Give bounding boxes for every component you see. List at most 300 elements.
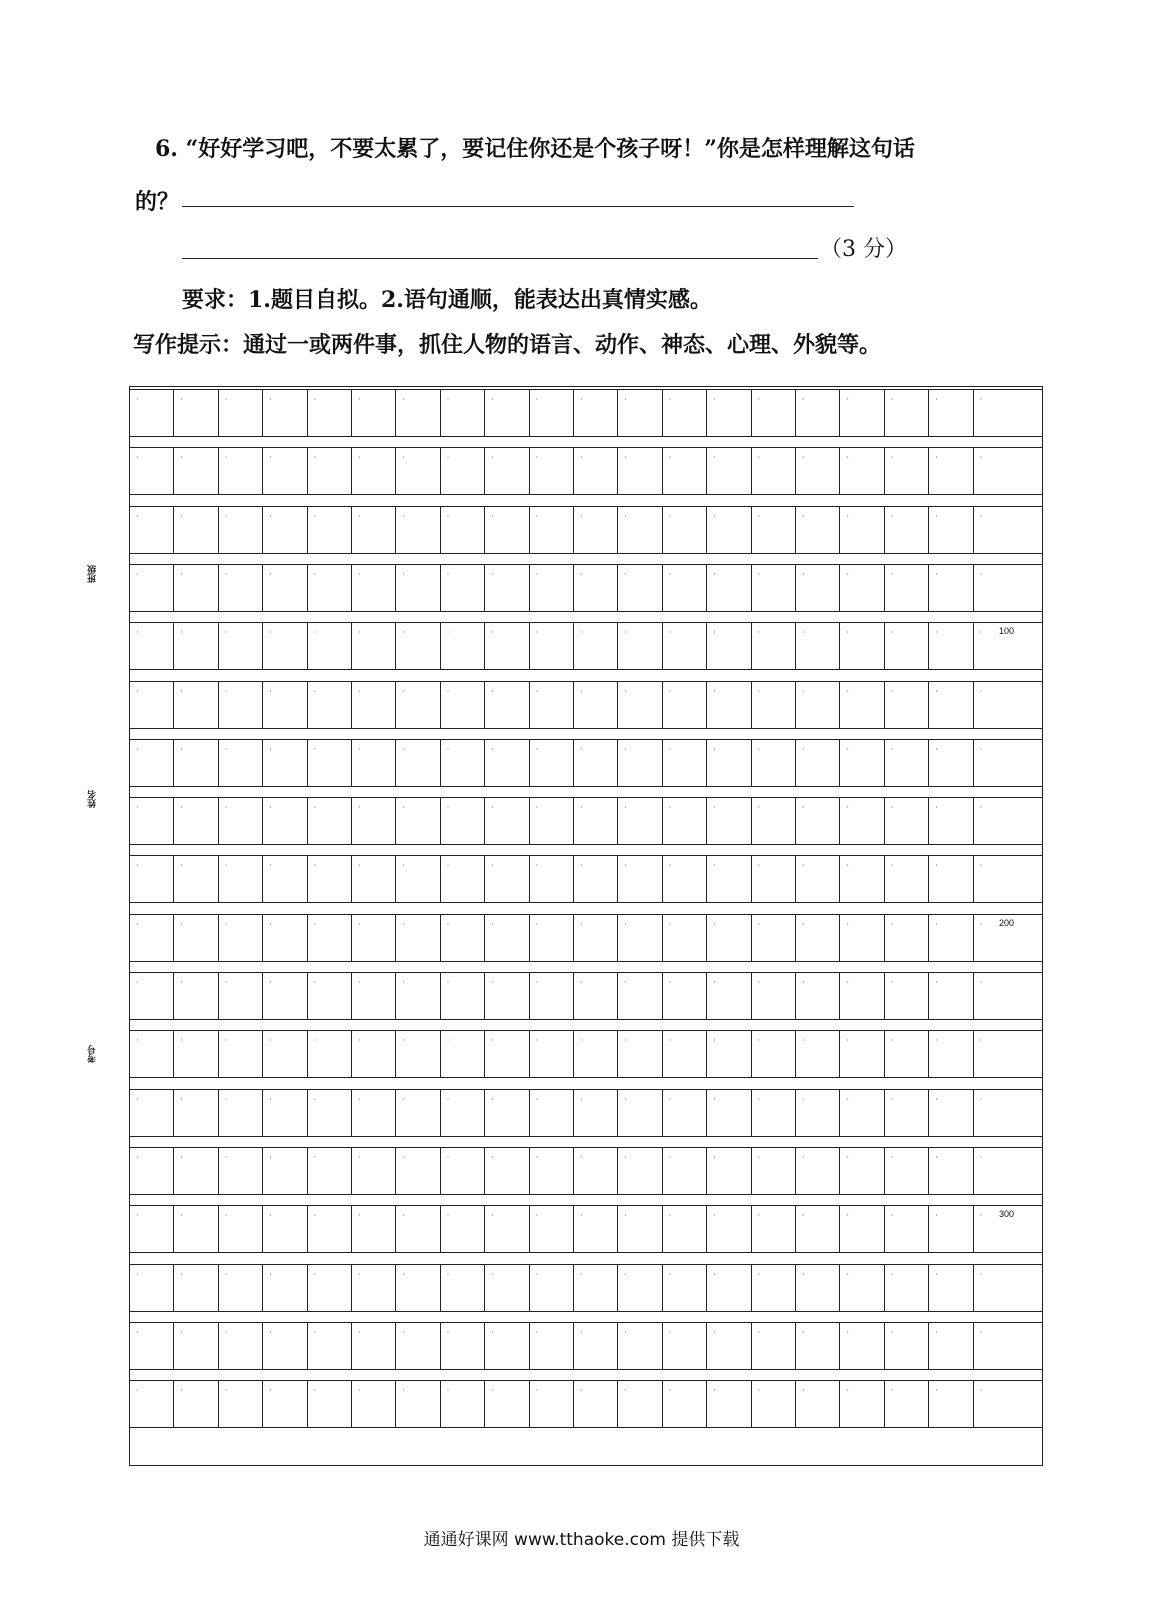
grid-cell[interactable] [441,915,485,961]
grid-cell[interactable] [485,623,529,669]
grid-cell[interactable] [840,973,884,1019]
grid-cell[interactable] [574,623,618,669]
grid-cell[interactable] [840,1381,884,1427]
grid-cell[interactable] [130,973,174,1019]
grid-cell[interactable] [441,973,485,1019]
grid-cell[interactable] [396,973,440,1019]
grid-cell[interactable] [796,973,840,1019]
grid-cell[interactable] [574,1090,618,1136]
grid-cell[interactable] [174,973,218,1019]
grid-cell[interactable] [174,856,218,902]
grid-cell[interactable] [352,623,396,669]
grid-cell[interactable] [707,507,751,553]
grid-cell[interactable] [352,856,396,902]
grid-cell[interactable] [885,1148,929,1194]
grid-cell[interactable] [130,1265,174,1311]
grid-cell[interactable] [174,507,218,553]
grid-cell[interactable] [308,448,352,494]
grid-cell[interactable] [929,856,973,902]
grid-cell[interactable] [308,740,352,786]
grid-cell[interactable] [574,973,618,1019]
grid-cell[interactable] [130,1323,174,1369]
grid-cell[interactable] [396,1031,440,1077]
grid-cell[interactable] [174,682,218,728]
grid-cell[interactable] [796,915,840,961]
grid-cell[interactable] [885,1323,929,1369]
grid-cell[interactable] [396,682,440,728]
grid-cell[interactable] [308,1148,352,1194]
grid-cell[interactable] [574,1031,618,1077]
grid-cell[interactable] [929,507,973,553]
grid-cell[interactable] [840,856,884,902]
grid-cell[interactable] [663,915,707,961]
grid-cell[interactable] [352,390,396,436]
grid-cell[interactable] [752,682,796,728]
grid-cell[interactable] [396,565,440,611]
grid-cell[interactable] [530,740,574,786]
grid-cell[interactable] [796,682,840,728]
grid-cell[interactable] [396,507,440,553]
grid-cell[interactable] [263,565,307,611]
grid-cell[interactable] [752,1090,796,1136]
grid-cell[interactable] [929,915,973,961]
grid-cell[interactable] [974,1090,1018,1136]
grid-cell[interactable] [574,448,618,494]
grid-cell[interactable] [352,1381,396,1427]
grid-cell[interactable] [796,565,840,611]
grid-cell[interactable] [174,1323,218,1369]
grid-cell[interactable] [308,1206,352,1252]
grid-cell[interactable] [174,1206,218,1252]
grid-cell[interactable] [130,915,174,961]
grid-cell[interactable] [308,915,352,961]
grid-cell[interactable] [618,1031,662,1077]
grid-cell[interactable] [530,1148,574,1194]
grid-cell[interactable] [130,1206,174,1252]
grid-cell[interactable] [618,798,662,844]
grid-cell[interactable] [219,565,263,611]
grid-cell[interactable] [530,798,574,844]
grid-cell[interactable] [396,1265,440,1311]
grid-cell[interactable] [974,1031,1018,1077]
grid-cell[interactable] [663,1090,707,1136]
grid-cell[interactable] [219,1206,263,1252]
grid-cell[interactable] [352,448,396,494]
grid-cell[interactable] [219,973,263,1019]
grid-cell[interactable] [130,740,174,786]
grid-cell[interactable] [618,623,662,669]
grid-cell[interactable] [308,973,352,1019]
grid-cell[interactable] [840,448,884,494]
grid-cell[interactable] [707,390,751,436]
grid-cell[interactable] [663,623,707,669]
grid-cell[interactable] [130,798,174,844]
grid-cell[interactable] [752,565,796,611]
grid-cell[interactable] [929,1031,973,1077]
grid-cell[interactable] [308,623,352,669]
grid-cell[interactable] [219,448,263,494]
grid-cell[interactable] [752,740,796,786]
grid-cell[interactable] [485,390,529,436]
grid-cell[interactable] [174,1265,218,1311]
grid-cell[interactable] [574,1265,618,1311]
grid-cell[interactable] [929,682,973,728]
grid-cell[interactable] [530,1090,574,1136]
grid-cell[interactable] [219,623,263,669]
grid-cell[interactable] [263,448,307,494]
grid-cell[interactable] [441,798,485,844]
grid-cell[interactable] [352,1031,396,1077]
grid-cell[interactable] [752,798,796,844]
grid-cell[interactable] [618,1206,662,1252]
grid-cell[interactable] [263,973,307,1019]
grid-cell[interactable] [530,1323,574,1369]
grid-cell[interactable] [752,1323,796,1369]
grid-cell[interactable] [174,798,218,844]
grid-cell[interactable] [663,740,707,786]
grid-cell[interactable] [618,1381,662,1427]
grid-cell[interactable] [574,1323,618,1369]
grid-cell[interactable] [352,1206,396,1252]
grid-cell[interactable] [530,1381,574,1427]
grid-cell[interactable] [929,390,973,436]
grid-cell[interactable] [485,973,529,1019]
grid-cell[interactable] [441,1323,485,1369]
grid-cell[interactable] [840,390,884,436]
grid-cell[interactable] [618,740,662,786]
grid-cell[interactable] [263,682,307,728]
grid-cell[interactable] [485,1323,529,1369]
grid-cell[interactable] [885,682,929,728]
grid-cell[interactable] [885,623,929,669]
grid-cell[interactable] [752,390,796,436]
grid-cell[interactable] [974,973,1018,1019]
grid-cell[interactable] [885,1381,929,1427]
grid-cell[interactable] [263,1381,307,1427]
grid-cell[interactable] [574,682,618,728]
grid-cell[interactable] [618,507,662,553]
grid-cell[interactable] [663,1265,707,1311]
grid-cell[interactable] [130,565,174,611]
grid-cell[interactable] [707,798,751,844]
grid-cell[interactable] [618,1148,662,1194]
grid-cell[interactable] [263,915,307,961]
grid-cell[interactable] [530,623,574,669]
grid-cell[interactable] [130,1148,174,1194]
grid-cell[interactable] [752,1265,796,1311]
grid-cell[interactable] [840,565,884,611]
grid-cell[interactable] [308,565,352,611]
grid-cell[interactable] [707,565,751,611]
grid-cell[interactable] [796,448,840,494]
grid-cell[interactable] [396,856,440,902]
grid-cell[interactable] [618,973,662,1019]
grid-cell[interactable] [840,915,884,961]
grid-cell[interactable] [840,1090,884,1136]
grid-cell[interactable] [485,1381,529,1427]
grid-cell[interactable] [840,682,884,728]
grid-cell[interactable] [663,507,707,553]
grid-cell[interactable] [618,1090,662,1136]
grid-cell[interactable] [130,390,174,436]
grid-cell[interactable] [707,740,751,786]
grid-cell[interactable] [485,1090,529,1136]
grid-cell[interactable] [263,623,307,669]
grid-cell[interactable] [130,1381,174,1427]
grid-cell[interactable] [485,565,529,611]
grid-cell[interactable] [219,856,263,902]
grid-cell[interactable] [663,390,707,436]
grid-cell[interactable] [929,1090,973,1136]
grid-cell[interactable] [796,1031,840,1077]
grid-cell[interactable] [840,1265,884,1311]
grid-cell[interactable] [707,1090,751,1136]
grid-cell[interactable] [441,448,485,494]
grid-cell[interactable] [574,565,618,611]
grid-cell[interactable] [707,1323,751,1369]
grid-cell[interactable] [618,565,662,611]
grid-cell[interactable] [929,1381,973,1427]
grid-cell[interactable] [707,1148,751,1194]
grid-cell[interactable] [663,1031,707,1077]
grid-cell[interactable] [485,1206,529,1252]
grid-cell[interactable] [130,1090,174,1136]
grid-cell[interactable] [530,1031,574,1077]
grid-cell[interactable] [174,1090,218,1136]
grid-cell[interactable] [441,565,485,611]
grid-cell[interactable] [441,740,485,786]
grid-cell[interactable] [263,1031,307,1077]
grid-cell[interactable] [485,1148,529,1194]
grid-cell[interactable] [441,507,485,553]
grid-cell[interactable] [885,973,929,1019]
grid-cell[interactable] [308,390,352,436]
composition-grid[interactable] [129,386,1043,1466]
grid-cell[interactable] [574,1381,618,1427]
grid-cell[interactable] [396,1090,440,1136]
grid-cell[interactable] [885,390,929,436]
grid-cell[interactable] [174,1148,218,1194]
grid-cell[interactable] [840,623,884,669]
grid-cell[interactable] [663,565,707,611]
grid-cell[interactable] [796,390,840,436]
grid-cell[interactable] [396,448,440,494]
grid-cell[interactable] [618,448,662,494]
grid-cell[interactable] [707,856,751,902]
grid-cell[interactable] [663,1381,707,1427]
grid-cell[interactable] [752,915,796,961]
grid-cell[interactable] [663,856,707,902]
grid-cell[interactable] [174,390,218,436]
grid-cell[interactable] [352,973,396,1019]
grid-cell[interactable] [840,798,884,844]
grid-cell[interactable] [130,682,174,728]
grid-cell[interactable] [929,740,973,786]
grid-cell[interactable] [396,1148,440,1194]
grid-cell[interactable] [219,1148,263,1194]
grid-cell[interactable] [885,565,929,611]
grid-cell[interactable] [574,1206,618,1252]
grid-cell[interactable] [885,740,929,786]
grid-cell[interactable] [263,1206,307,1252]
grid-cell[interactable] [308,1265,352,1311]
grid-cell[interactable] [219,1265,263,1311]
grid-cell[interactable] [308,682,352,728]
grid-cell[interactable] [485,798,529,844]
grid-cell[interactable] [219,507,263,553]
grid-cell[interactable] [441,856,485,902]
grid-cell[interactable] [441,623,485,669]
grid-cell[interactable] [130,623,174,669]
grid-cell[interactable] [485,448,529,494]
grid-cell[interactable] [441,1148,485,1194]
grid-cell[interactable] [974,1265,1018,1311]
grid-cell[interactable] [752,448,796,494]
grid-cell[interactable] [707,973,751,1019]
grid-cell[interactable] [796,1148,840,1194]
grid-cell[interactable] [352,1090,396,1136]
grid-cell[interactable] [441,390,485,436]
grid-cell[interactable] [707,623,751,669]
grid-cell[interactable] [663,1206,707,1252]
grid-cell[interactable] [352,1148,396,1194]
grid-cell[interactable] [885,856,929,902]
grid-cell[interactable] [219,740,263,786]
grid-cell[interactable] [396,915,440,961]
grid-cell[interactable] [929,1206,973,1252]
grid-cell[interactable] [263,1090,307,1136]
grid-cell[interactable] [174,1381,218,1427]
grid-cell[interactable] [396,1381,440,1427]
grid-cell[interactable] [396,1206,440,1252]
grid-cell[interactable] [929,623,973,669]
grid-cell[interactable] [929,1323,973,1369]
grid-cell[interactable] [352,798,396,844]
grid-cell[interactable] [885,1206,929,1252]
grid-cell[interactable] [618,856,662,902]
grid-cell[interactable] [130,1031,174,1077]
grid-cell[interactable] [663,682,707,728]
grid-cell[interactable] [796,798,840,844]
grid-cell[interactable] [974,740,1018,786]
grid-cell[interactable] [974,682,1018,728]
grid-cell[interactable] [308,1381,352,1427]
grid-cell[interactable] [530,565,574,611]
grid-cell[interactable] [929,1265,973,1311]
grid-cell[interactable] [885,1090,929,1136]
grid-cell[interactable] [574,390,618,436]
grid-cell[interactable] [485,1031,529,1077]
grid-cell[interactable] [441,1206,485,1252]
grid-cell[interactable] [174,623,218,669]
grid-cell[interactable] [352,740,396,786]
grid-cell[interactable] [530,856,574,902]
grid-cell[interactable] [618,390,662,436]
grid-cell[interactable] [929,798,973,844]
grid-cell[interactable] [752,507,796,553]
grid-cell[interactable] [974,507,1018,553]
grid-cell[interactable] [574,915,618,961]
grid-cell[interactable] [530,390,574,436]
grid-cell[interactable] [174,1031,218,1077]
grid-cell[interactable] [130,448,174,494]
grid-cell[interactable] [663,1148,707,1194]
grid-cell[interactable] [485,915,529,961]
grid-cell[interactable] [130,856,174,902]
grid-cell[interactable] [707,1381,751,1427]
grid-cell[interactable] [308,798,352,844]
grid-cell[interactable] [263,507,307,553]
grid-cell[interactable] [840,1323,884,1369]
grid-cell[interactable] [441,1090,485,1136]
grid-cell[interactable] [574,507,618,553]
grid-cell[interactable] [574,1148,618,1194]
grid-cell[interactable] [130,507,174,553]
grid-cell[interactable] [263,1148,307,1194]
grid-cell[interactable] [663,1323,707,1369]
grid-cell[interactable] [618,915,662,961]
grid-cell[interactable] [929,565,973,611]
grid-cell[interactable] [929,1148,973,1194]
grid-cell[interactable] [752,1381,796,1427]
grid-cell[interactable] [618,1323,662,1369]
grid-cell[interactable] [707,682,751,728]
grid-cell[interactable] [441,1381,485,1427]
grid-cell[interactable] [219,682,263,728]
grid-cell[interactable] [974,1148,1018,1194]
grid-cell[interactable] [263,1323,307,1369]
grid-cell[interactable] [530,973,574,1019]
grid-cell[interactable] [219,915,263,961]
grid-cell[interactable] [929,973,973,1019]
grid-cell[interactable] [707,1206,751,1252]
grid-cell[interactable] [485,682,529,728]
grid-cell[interactable] [752,1206,796,1252]
grid-cell[interactable] [219,1323,263,1369]
grid-cell[interactable] [796,1265,840,1311]
grid-cell[interactable] [396,798,440,844]
grid-cell[interactable] [263,390,307,436]
grid-cell[interactable] [974,798,1018,844]
grid-cell[interactable] [885,915,929,961]
grid-cell[interactable] [352,1323,396,1369]
grid-cell[interactable] [752,1148,796,1194]
grid-cell[interactable] [352,682,396,728]
grid-cell[interactable] [308,1323,352,1369]
grid-cell[interactable] [530,1265,574,1311]
grid-cell[interactable] [840,740,884,786]
grid-cell[interactable] [796,507,840,553]
grid-cell[interactable] [263,856,307,902]
grid-cell[interactable] [530,1206,574,1252]
grid-cell[interactable] [974,1381,1018,1427]
grid-cell[interactable] [796,1323,840,1369]
grid-cell[interactable] [352,507,396,553]
grid-cell[interactable] [840,1206,884,1252]
grid-cell[interactable] [219,1381,263,1427]
grid-cell[interactable] [352,565,396,611]
grid-cell[interactable] [796,1381,840,1427]
grid-cell[interactable] [308,856,352,902]
grid-cell[interactable] [174,740,218,786]
grid-cell[interactable] [840,1031,884,1077]
grid-cell[interactable] [663,448,707,494]
grid-cell[interactable] [663,798,707,844]
grid-cell[interactable] [707,1265,751,1311]
grid-cell[interactable] [929,448,973,494]
grid-cell[interactable] [485,1265,529,1311]
grid-cell[interactable] [219,390,263,436]
